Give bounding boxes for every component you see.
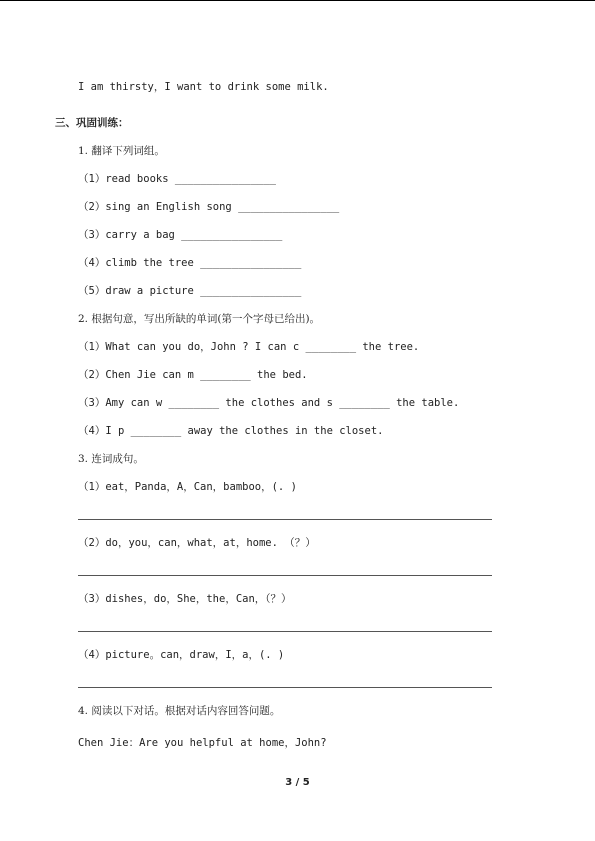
q3-item-1: （1）eat，Panda，A，Can，bamboo，(. ) bbox=[78, 481, 297, 493]
q2-item-2: （2）Chen Jie can m ________ the bed. bbox=[78, 369, 308, 381]
q2-title: 2. 根据句意，写出所缺的单词(第一个字母已给出)。 bbox=[78, 313, 321, 325]
q1-item-2: （2）sing an English song ________________ bbox=[78, 201, 340, 213]
intro-sentence: I am thirsty，I want to drink some milk. bbox=[78, 81, 329, 93]
q2-item-4: （4）I p ________ away the clothes in the closet. bbox=[78, 425, 384, 437]
q1-item-5: （5）draw a picture ________________ bbox=[78, 285, 302, 297]
q1-title: 1. 翻译下列词组。 bbox=[78, 145, 165, 157]
q3-item-2: （2）do，you，can，what，at，home. （？） bbox=[78, 537, 316, 549]
q3-item-3: （3）dishes，do，She，the，Can，（？） bbox=[78, 593, 292, 605]
q3-item-4: （4）picture。can，draw，I，a，(. ) bbox=[78, 649, 285, 661]
page-number: 3 / 5 bbox=[285, 777, 310, 788]
q2-item-1: （1）What can you do，John ? I can c ________ the tree. bbox=[78, 341, 420, 353]
q1-item-1: （1）read books ________________ bbox=[78, 173, 277, 185]
answer-line-3 bbox=[78, 631, 492, 632]
q4-title: 4. 阅读以下对话。根据对话内容回答问题。 bbox=[78, 705, 281, 717]
answer-line-1 bbox=[78, 519, 492, 520]
section-title: 三、巩固训练： bbox=[55, 117, 129, 129]
answer-line-4 bbox=[78, 687, 492, 688]
q4-dialogue-line: Chen Jie：Are you helpful at home，John? bbox=[78, 737, 327, 749]
q2-item-3: （3）Amy can w ________ the clothes and s ________ the table. bbox=[78, 397, 460, 409]
answer-line-2 bbox=[78, 575, 492, 576]
header-rule bbox=[0, 0, 595, 1]
q1-item-3: （3）carry a bag ________________ bbox=[78, 229, 283, 241]
q3-title: 3. 连词成句。 bbox=[78, 453, 144, 465]
q1-item-4: （4）climb the tree ________________ bbox=[78, 257, 302, 269]
